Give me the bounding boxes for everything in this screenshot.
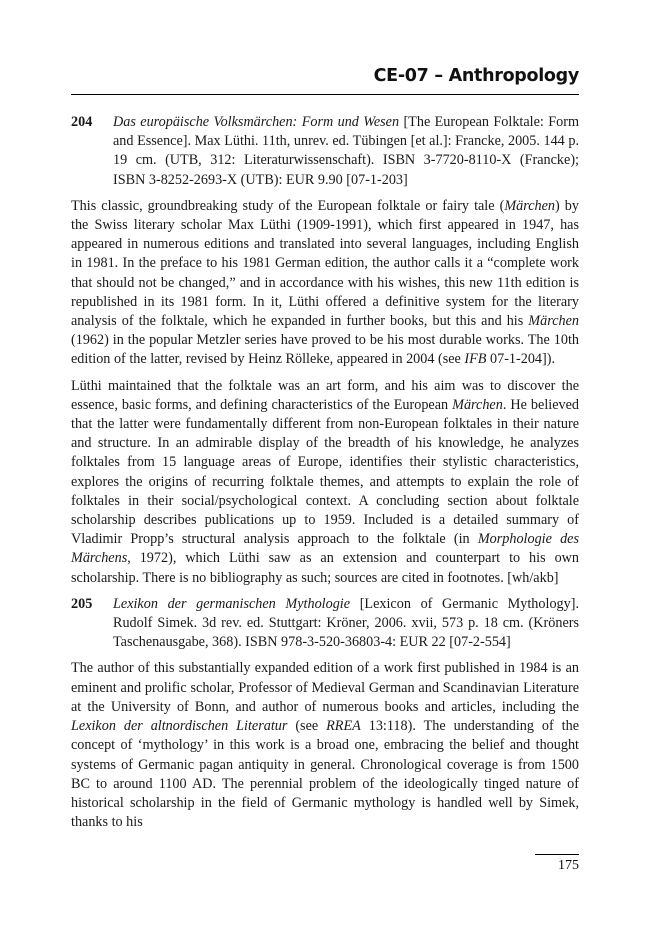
italic-text: Morphologie des Märchens bbox=[71, 531, 579, 567]
text-run: (see bbox=[287, 718, 327, 735]
entry-citation bbox=[113, 113, 579, 190]
entry-title: Das europäische Volksmärchen: Form und Wesen bbox=[113, 114, 400, 130]
entry-number: 205 bbox=[71, 595, 93, 612]
section-name: Anthropology bbox=[448, 66, 579, 86]
italic-text: IFB bbox=[464, 351, 487, 368]
text-run: 13:118). The understanding of the concept of ‘mythology’ in this work is a broad one, embracing the belief and thought systems of Germanic pagan antiquity in general. Chronological coverage is from 1500 BC to around 1100 AD. The perennial problem of the ideologically tinged nature of historical scholarship in the field of Germanic mythology is handled well by Simek, thanks to his bbox=[71, 718, 579, 831]
running-head bbox=[71, 60, 579, 95]
text-run: (1962) in the popular Metzler series have proved to be his most durable works. The 10th edition of the latter, revised by Heinz Rölleke, appeared in 2004 (see bbox=[71, 332, 579, 368]
section-dash: – bbox=[434, 66, 443, 86]
entry-citation-details: [The European Folktale: Form and Essence]. Max Lüthi. 11th, unrev. ed. Tübingen [et al.]: Francke, 2005. 144 p. 19 cm. (UTB, 312: Literaturwissenschaft). ISBN 3-7720-8110-X (Francke); ISBN 3-8252-2693-X (UTB): EUR 9.90 [07-1-203] bbox=[113, 114, 580, 188]
italic-text: Märchen bbox=[452, 396, 503, 413]
text-run: This classic, groundbreaking study of the European folktale or fairy tale ( bbox=[71, 197, 505, 214]
entry-204-paragraph-1 bbox=[71, 197, 579, 370]
italic-text: RREA bbox=[326, 718, 361, 735]
italic-text: Märchen bbox=[504, 197, 556, 214]
text-run: , 1972), which Lüthi saw as an extension and counterpart to his own scholarship. There is no bibliography as such; sources are cited in footnotes. [wh/akb] bbox=[71, 550, 579, 586]
text-run: . He believed that the latter were fundamentally different from non-European folktales in their nature and structure. In an admirable display of the breadth of his knowledge, he analyzes folktales from 15 language areas of Europe, identifies their stylistic characteristics, explores the origins of recurring folktale themes, and attempts to explain the role of folktales in their social/psychological context. A concluding section about folktale scholarship describes publications up to 1959. Included is a detailed summary of Vladimir Propp’s structural analysis approach to the folktale (in bbox=[71, 396, 579, 548]
page-content bbox=[71, 113, 579, 839]
section-code: CE-07 bbox=[373, 66, 429, 86]
page-number: 175 bbox=[558, 858, 579, 873]
entry-citation bbox=[113, 595, 579, 653]
italic-text: Lexikon der altnordischen Literatur bbox=[71, 718, 288, 735]
entry-205-paragraph-1 bbox=[71, 659, 579, 832]
text-run: The author of this substantially expanded edition of a work first published in 1984 is an eminent and prolific scholar, Professor of Medieval German and Scandinavian Literature at the University of Bonn, and author of numerous books and articles, including the bbox=[71, 660, 579, 715]
entry-header-204 bbox=[71, 113, 579, 190]
entry-citation-details: [Lexicon of Germanic Mythology]. Rudolf Simek. 3d rev. ed. Stuttgart: Kröner, 2006. xvii, 573 p. 18 cm. (Kröners Taschenausgabe, 368). ISBN 978-3-520-36803-4: EUR 22 [07-2-554] bbox=[113, 595, 579, 651]
entry-header-205 bbox=[71, 595, 579, 653]
section-title bbox=[374, 66, 579, 86]
entry-number: 204 bbox=[71, 114, 93, 130]
text-run: Lüthi maintained that the folktale was an art form, and his aim was to discover the essence, basic forms, and defining characteristics of the European bbox=[71, 377, 579, 413]
folio-rule bbox=[535, 854, 579, 855]
text-run: ) by the Swiss literary scholar Max Lüthi (1909-1991), which first appeared in 1947, has appeared in numerous editions and translated into several languages, including English in 1981. In the preface to his 1981 German edition, the author calls it a “complete work that should not be changed,” and in accordance with his wishes, this new 11th edition is republished in its 1981 form. In it, Lüthi offered a definitive system for the literary analysis of the folktale, which he expanded in further books, but this and his bbox=[71, 197, 579, 330]
entry-title: Lexikon der germanischen Mythologie bbox=[113, 595, 351, 612]
italic-text: Märchen bbox=[528, 313, 579, 330]
text-run: 07-1-204]). bbox=[486, 351, 556, 368]
entry-204-paragraph-2 bbox=[71, 377, 579, 588]
